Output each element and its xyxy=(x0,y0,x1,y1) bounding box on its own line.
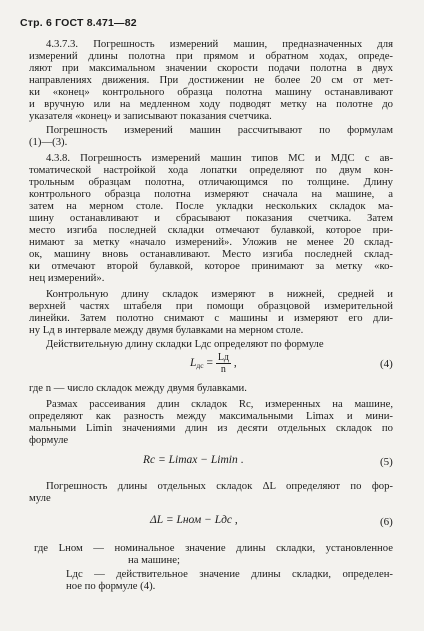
formula-5-tail: . xyxy=(237,454,244,466)
text-line: нимают за метку «начало измерений». Уложив не менее 20 склад- xyxy=(29,236,393,248)
formula-4-denominator: n xyxy=(220,364,226,375)
text-line: Действительную длину складки Lдс определяют по формуле xyxy=(46,338,324,350)
formula-5-expression: Rс = Limax − Limin xyxy=(143,454,238,466)
page-header: Стр. 6 ГОСТ 8.471—82 xyxy=(20,17,137,29)
definition-line: на машине; xyxy=(128,554,180,566)
text-line: нец измерений». xyxy=(29,272,105,284)
text-line: затем на мерном столе. После укладки нескольких складок ма- xyxy=(29,200,393,212)
text-line: муле xyxy=(29,492,51,504)
formula-6-expression: ΔL = Lном − Lдс xyxy=(150,514,233,526)
text-line: трольным образцам полотна, отличающимся по толщине. Длину xyxy=(29,176,393,188)
text-line: ну Lд в интервале между двумя булавками на мерном столе. xyxy=(29,324,304,336)
text-line: Погрешность длины отдельных складок ΔL определяют по фор- xyxy=(46,480,393,492)
text-line: и вручную или на медленном ходу подводят метку на полотне до xyxy=(29,98,393,110)
text-line: Погрешность измерений машин рассчитывают по формулам xyxy=(46,124,393,136)
formula-6-number: (6) xyxy=(380,516,393,528)
text-line: ки «конец» контрольного образца полотна машину останавливают xyxy=(29,86,393,98)
text-line: верхней частях штабеля при помощи образцовой измерительной xyxy=(29,300,393,312)
text-line: Размах рассеивания длин складок Rс, измеренных на машине, xyxy=(46,398,393,410)
text-line: ки отмечают второй булавкой, которое принимают за метку «ко- xyxy=(29,260,393,272)
formula-6-tail: , xyxy=(232,514,238,526)
definition-line: ное по формуле (4). xyxy=(66,580,156,592)
formula-4-lhs-sub: дс xyxy=(196,361,204,371)
text-line: линейки. Затем полотно снимают с машины и измеряют его дли- xyxy=(29,312,393,324)
formula-5 xyxy=(143,454,244,466)
formula-4-eq: = xyxy=(203,357,216,370)
text-line: определяют как разность между максимальными Limax и мини- xyxy=(29,410,393,422)
text-line: контрольного образца полотна измеряют сначала на машине, а xyxy=(29,188,393,200)
formula-4-tail: , xyxy=(231,357,237,370)
text-line: томатической настройкой хода лопатки определяют по двум кон- xyxy=(29,164,393,176)
formula-4 xyxy=(190,352,237,375)
text-line: формуле xyxy=(29,434,69,446)
text-line: 4.3.8. Погрешность измерений машин типов МС и МДС с ав- xyxy=(46,152,393,164)
text-line: ок, машину вновь останавливают. Место изгиба последней склад- xyxy=(29,248,393,260)
text-line: указателя «конец» и записывают показания счетчика. xyxy=(29,110,272,122)
text-line: шину останавливают и сбрасывают показания счетчика. Затем xyxy=(29,212,393,224)
text-line: место изгиба последней складки отмечают булавкой, которое при- xyxy=(29,224,393,236)
formula-4-number: (4) xyxy=(380,358,393,370)
text-line: измерений длины полотна при прямом и обратном ходах, опреде- xyxy=(29,50,393,62)
text-line: где n — число складок между двумя булавками. xyxy=(29,382,247,394)
text-line: направлениях движения. При достижении не более 20 см от мет- xyxy=(29,74,393,86)
text-line: ляют при максимальном значении скорости подачи полотна в двух xyxy=(29,62,393,74)
formula-4-fraction xyxy=(216,352,231,375)
formula-6 xyxy=(150,514,238,526)
definition-line: где Lном — номинальное значение длины складки, установленное xyxy=(34,542,393,554)
text-line: (1)—(3). xyxy=(29,136,68,148)
definition-line: Lдс — действительное значение длины складки, определен- xyxy=(66,568,393,580)
formula-4-lhs: L xyxy=(190,357,197,370)
formula-5-number: (5) xyxy=(380,456,393,468)
formula-4-numerator: Lд xyxy=(217,352,230,363)
text-line: мальными Limin значениями длин из десяти отдельных складок по xyxy=(29,422,393,434)
text-line: 4.3.7.3. Погрешность измерений машин, предназначенных для xyxy=(46,38,393,50)
text-line: Контрольную длину складок измеряют в нижней, средней и xyxy=(46,288,393,300)
